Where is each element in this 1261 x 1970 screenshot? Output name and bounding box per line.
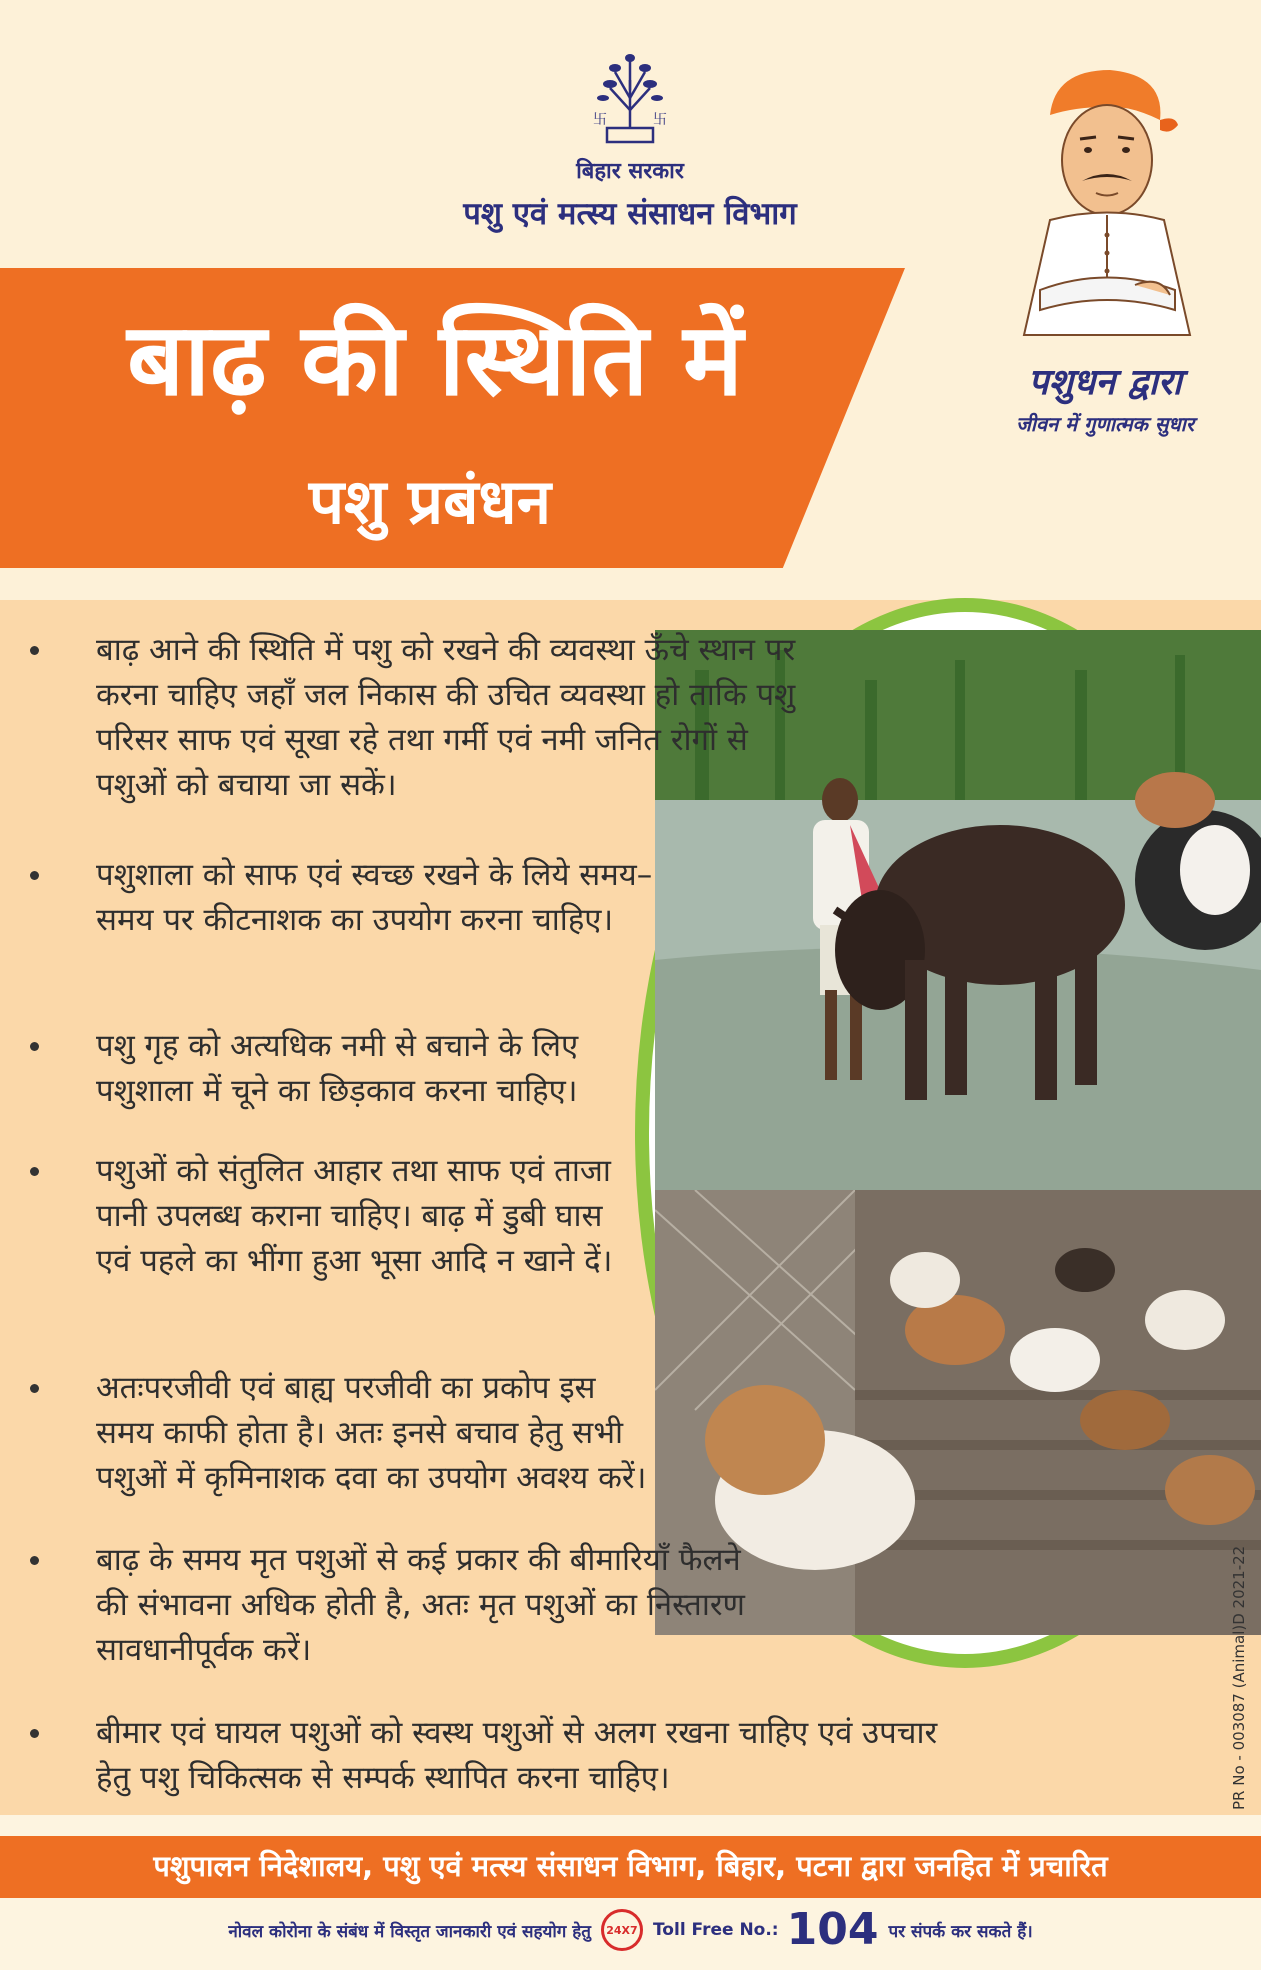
- bullet-icon: [30, 1556, 39, 1565]
- list-item-text: पशुओं को संतुलित आहार तथा साफ एवं ताजा पानी उपलब्ध कराना चाहिए। बाढ़ में डुबी घास एवं पहले का भींगा हुआ भूसा आदि न खाने दें।: [96, 1153, 613, 1279]
- page-subtitle: पशु प्रबंधन: [308, 465, 552, 538]
- helpline-bar: [0, 1905, 1261, 1955]
- list-item-text: अतःपरजीवी एवं बाह्य परजीवी का प्रकोप इस समय काफी होता है। अतः इनसे बचाव हेतु सभी पशुओं में कृमिनाशक दवा का उपयोग अवश्य करें।: [96, 1370, 647, 1496]
- bullet-icon: [30, 1384, 39, 1393]
- 24x7-badge-icon: 24X7: [601, 1909, 643, 1951]
- mascot-subtagline: जीवन में गुणात्मक सुधार: [1015, 412, 1195, 436]
- toll-free-number: 104: [786, 1904, 879, 1955]
- farmer-mascot-icon: [1010, 55, 1205, 355]
- svg-text:卐: 卐: [593, 112, 607, 128]
- bullet-icon: [30, 646, 39, 655]
- list-item-text: पशुशाला को साफ एवं स्वच्छ रखने के लिये समय–समय पर कीटनाशक का उपयोग करना चाहिए।: [96, 857, 653, 938]
- helpline-end-text: पर संपर्क कर सकते हैं।: [888, 1921, 1033, 1942]
- government-name: बिहार सरकार: [576, 159, 684, 184]
- page-title: बाढ़ की स्थिति में: [127, 301, 743, 418]
- list-item-text: बाढ़ आने की स्थिति में पशु को रखने की व्यवस्था ऊँचे स्थान पर करना चाहिए जहाँ जल निकास की उचित व्यवस्था हो ताकि पशु परिसर साफ एवं सूखा रहे तथा गर्मी एवं नमी जनित रोगों से पशुओं को बचाया जा सकें।: [96, 632, 796, 803]
- bihar-emblem-icon: [585, 50, 675, 150]
- mascot-tagline: पशुधन द्वारा: [1028, 362, 1182, 403]
- bullet-icon: [30, 1729, 39, 1738]
- bullet-icon: [30, 1042, 39, 1051]
- department-name: पशु एवं मत्स्य संसाधन विभाग: [463, 196, 797, 232]
- helpline-text: नोवल कोरोना के संबंध में विस्तृत जानकारी एवं सहयोग हेतु: [228, 1921, 591, 1942]
- list-item-text: बाढ़ के समय मृत पशुओं से कई प्रकार की बीमारियाँ फैलने की संभावना अधिक होती है, अतः मृत पशुओं का निस्तारण सावधानीपूर्वक करें।: [96, 1542, 745, 1668]
- publisher-credit: पशुपालन निदेशालय, पशु एवं मत्स्य संसाधन विभाग, बिहार, पटना द्वारा जनहित में प्रचारित: [153, 1849, 1108, 1883]
- list-item-text: पशु गृह को अत्यधिक नमी से बचाने के लिए पशुशाला में चूने का छिड़काव करना चाहिए।: [96, 1028, 579, 1109]
- svg-text:卐: 卐: [653, 112, 667, 128]
- toll-free-label: Toll Free No.:: [652, 1920, 779, 1940]
- pr-number: PR No - 003087 (Animal)D 2021-22: [1230, 1545, 1248, 1810]
- list-item-text: बीमार एवं घायल पशुओं को स्वस्थ पशुओं से अलग रखना चाहिए एवं उपचार हेतु पशु चिकित्सक से सम्पर्क स्थापित करना चाहिए।: [96, 1715, 938, 1796]
- bullet-icon: [30, 871, 39, 880]
- bullet-icon: [30, 1167, 39, 1176]
